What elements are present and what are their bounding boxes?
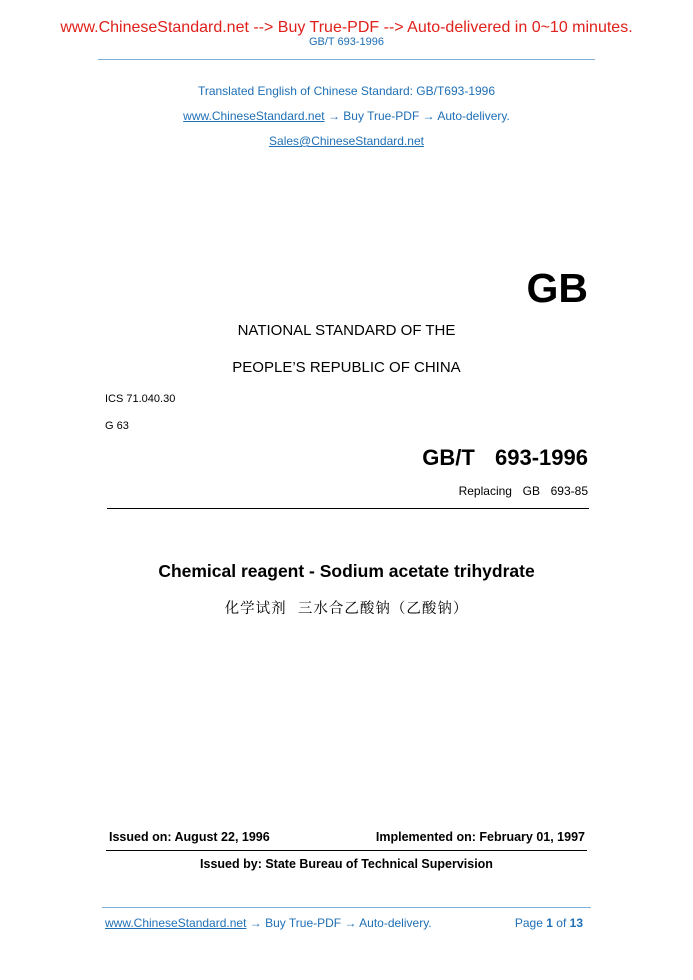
arrow-icon: → — [422, 109, 435, 123]
standard-number: GB/T 693-1996 — [422, 445, 588, 470]
arrow-icon: → — [344, 916, 357, 930]
page-current: 1 — [546, 916, 553, 930]
page-word: Page — [514, 916, 543, 930]
document-title-english: Chemical reagent - Sodium acetate trihydrate — [158, 561, 535, 581]
ics-code: ICS 71.040.30 — [105, 393, 176, 405]
top-banner-link[interactable]: www.ChineseStandard.net --> Buy True-PDF --> Auto-delivered in 0~10 minutes. — [60, 19, 633, 36]
page-total: 13 — [569, 916, 583, 930]
classification-code: G 63 — [105, 420, 129, 432]
replacing-note: Replacing GB 693-85 — [458, 484, 588, 498]
issued-on-date: Issued on: August 22, 1996 — [109, 830, 270, 844]
arrow-icon: → — [327, 109, 340, 123]
intro-site-link[interactable]: www.ChineseStandard.net — [183, 109, 325, 123]
issued-by: Issued by: State Bureau of Technical Supervision — [200, 857, 493, 871]
title-divider — [107, 508, 589, 509]
running-header-code: GB/T 693-1996 — [308, 36, 384, 48]
gb-mark: GB — [526, 265, 588, 311]
footer-divider — [102, 907, 591, 908]
intro-auto-text: Auto-delivery. — [437, 109, 510, 123]
of-word: of — [556, 916, 567, 930]
document-title-chinese: 化学试剂 三水合乙酸钠（乙酸钠） — [224, 601, 469, 617]
footer-auto-text: Auto-delivery. — [359, 916, 432, 930]
sales-email-line — [0, 134, 693, 148]
issuer-divider — [106, 850, 587, 851]
national-standard-line2: PEOPLE’S REPUBLIC OF CHINA — [232, 359, 461, 376]
footer-links — [105, 916, 432, 930]
footer-site-link[interactable]: www.ChineseStandard.net — [105, 916, 247, 930]
arrow-icon: → — [249, 916, 262, 930]
page-indicator — [515, 916, 583, 930]
intro-links — [0, 109, 693, 123]
footer-buy-text: Buy True-PDF — [265, 916, 342, 930]
sales-email-link[interactable]: Sales@ChineseStandard.net — [269, 134, 424, 148]
translation-note: Translated English of Chinese Standard: GB/T693-1996 — [197, 84, 496, 98]
intro-buy-text: Buy True-PDF — [343, 109, 420, 123]
header-divider — [98, 59, 595, 60]
national-standard-line1: NATIONAL STANDARD OF THE — [237, 322, 456, 339]
implemented-on-date: Implemented on: February 01, 1997 — [375, 830, 585, 844]
